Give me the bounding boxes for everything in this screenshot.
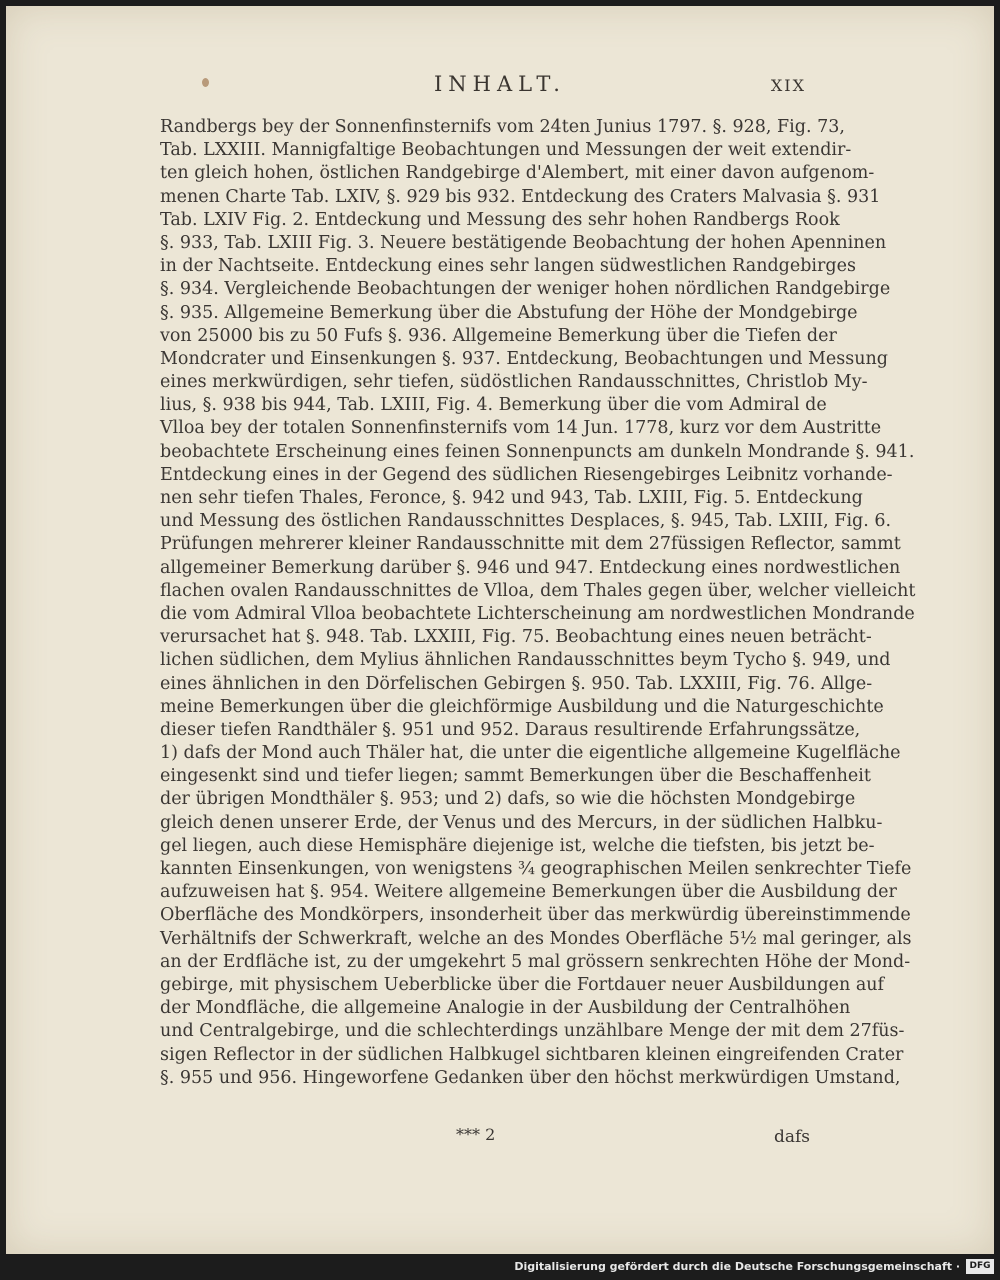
text-line: menen Charte Tab. LXIV, §. 929 bis 932. Entdeckung des Craters Malvasia §. 931: [160, 186, 881, 207]
text-line: der Mondfläche, die allgemeine Analogie in der Ausbildung der Centralhöhen: [160, 998, 851, 1019]
text-line: eines merkwürdigen, sehr tiefen, südöstlichen Randausschnittes, Christlob My-: [160, 372, 868, 393]
book-page: [6, 6, 994, 1254]
text-line: der übrigen Mondthäler §. 953; und 2) dafs, so wie die höchsten Mondgebirge: [160, 789, 856, 810]
text-line: Mondcrater und Einsenkungen §. 937. Entdeckung, Beobachtungen und Messung: [160, 348, 888, 369]
credit-text: Digitalisierung gefördert durch die Deutsche Forschungsgemeinschaft ·: [514, 1260, 960, 1273]
text-line: flachen ovalen Randausschnittes de Vlloa, dem Thales gegen über, welcher vielleicht: [160, 580, 916, 601]
text-line: eingesenkt sind und tiefer liegen; sammt Bemerkungen über die Beschaffenheit: [160, 766, 871, 787]
text-line: Randbergs bey der Sonnenfinsternifs vom 24ten Junius 1797. §. 928, Fig. 73,: [160, 117, 845, 137]
text-line: dieser tiefen Randthäler §. 951 und 952. Daraus resultirende Erfahrungssätze,: [160, 719, 861, 740]
text-line: an der Erdfläche ist, zu der umgekehrt 5 mal grössern senkrechten Höhe der Mond-: [160, 951, 911, 972]
text-line: meine Bemerkungen über die gleichförmige Ausbildung und die Naturgeschichte: [160, 696, 884, 717]
text-line: §. 935. Allgemeine Bemerkung über die Abstufung der Höhe der Mondgebirge: [160, 302, 858, 323]
text-line: und Centralgebirge, und die schlechterdings unzählbare Menge der mit dem 27füs-: [160, 1021, 905, 1042]
text-line: gleich denen unserer Erde, der Venus und des Mercurs, in der südlichen Halbku-: [160, 812, 883, 833]
text-line: ten gleich hohen, östlichen Randgebirge d'Alembert, mit einer davon aufgenom-: [160, 163, 875, 184]
text-line: §. 933, Tab. LXIII Fig. 3. Neuere bestätigende Beobachtung der hohen Apenninen: [160, 232, 887, 253]
page-title: INHALT.: [434, 72, 566, 96]
text-line: die vom Admiral Vlloa beobachtete Lichterscheinung am nordwestlichen Mondrande: [160, 603, 915, 624]
text-line: Tab. LXXIII. Mannigfaltige Beobachtungen und Messungen der weit extendir-: [160, 140, 852, 161]
signature-mark: *** 2: [456, 1125, 496, 1144]
text-line: 1) dafs der Mond auch Thäler hat, die unter die eigentliche allgemeine Kugelfläche: [160, 743, 901, 764]
text-line: Prüfungen mehrerer kleiner Randausschnitte mit dem 27füssigen Reflector, sammt: [160, 534, 901, 555]
dfg-logo: DFG: [966, 1259, 994, 1274]
credit-bar: [0, 1254, 1000, 1280]
text-line: verursachet hat §. 948. Tab. LXXIII, Fig. 75. Beobachtung eines neuen beträcht-: [160, 627, 872, 648]
text-line: nen sehr tiefen Thales, Feronce, §. 942 und 943, Tab. LXIII, Fig. 5. Entdeckung: [160, 488, 863, 508]
page-header: [6, 72, 994, 102]
text-line: lius, §. 938 bis 944, Tab. LXIII, Fig. 4. Bemerkung über die vom Admiral de: [160, 395, 827, 416]
text-line: und Messung des östlichen Randausschnittes Desplaces, §. 945, Tab. LXIII, Fig. 6.: [160, 511, 892, 532]
text-line: gebirge, mit physischem Ueberblicke über die Fortdauer neuer Ausbildungen auf: [160, 974, 885, 995]
text-line: beobachtete Erscheinung eines feinen Sonnenpuncts am dunkeln Mondrande §. 941.: [160, 441, 915, 462]
text-line: von 25000 bis zu 50 Fufs §. 936. Allgemeine Bemerkung über die Tiefen der: [160, 325, 837, 346]
text-line: aufzuweisen hat §. 954. Weitere allgemeine Bemerkungen über die Ausbildung der: [160, 882, 897, 903]
text-line: §. 934. Vergleichende Beobachtungen der weniger hohen nördlichen Randgebirge: [160, 279, 891, 300]
text-line: gel liegen, auch diese Hemisphäre diejenige ist, welche die tiefsten, bis jetzt be-: [160, 835, 875, 856]
text-line: in der Nachtseite. Entdeckung eines sehr langen südwestlichen Randgebirges: [160, 256, 856, 277]
text-line: Vlloa bey der totalen Sonnenfinsternifs vom 14 Jun. 1778, kurz vor dem Austritte: [160, 418, 882, 439]
body-text: [160, 116, 916, 1090]
text-line: Tab. LXIV Fig. 2. Entdeckung und Messung des sehr hohen Randbergs Rook: [160, 209, 840, 230]
text-line: Entdeckung eines in der Gegend des südlichen Riesengebirges Leibnitz vorhande-: [160, 464, 893, 485]
page-number: XIX: [770, 76, 806, 95]
text-line: eines ähnlichen in den Dörfelischen Gebirgen §. 950. Tab. LXXIII, Fig. 76. Allge-: [160, 673, 873, 694]
text-line: lichen südlichen, dem Mylius ähnlichen Randausschnittes beym Tycho §. 949, und: [160, 650, 891, 671]
text-line: sigen Reflector in der südlichen Halbkugel sichtbaren kleinen eingreifenden Crater: [160, 1044, 904, 1065]
text-line: Verhältnifs der Schwerkraft, welche an des Mondes Oberfläche 5½ mal geringer, als: [160, 928, 912, 949]
catchword: dafs: [773, 1127, 810, 1147]
page-footer: [160, 1125, 814, 1149]
text-line: Oberfläche des Mondkörpers, insonderheit über das merkwürdig übereinstimmende: [160, 905, 911, 926]
text-line: allgemeiner Bemerkung darüber §. 946 und 947. Entdeckung eines nordwestlichen: [160, 557, 901, 578]
text-line: kannten Einsenkungen, von wenigstens ¾ geographischen Meilen senkrechter Tiefe: [160, 859, 912, 879]
text-line: §. 955 und 956. Hingeworfene Gedanken über den höchst merkwürdigen Umstand,: [160, 1067, 901, 1088]
